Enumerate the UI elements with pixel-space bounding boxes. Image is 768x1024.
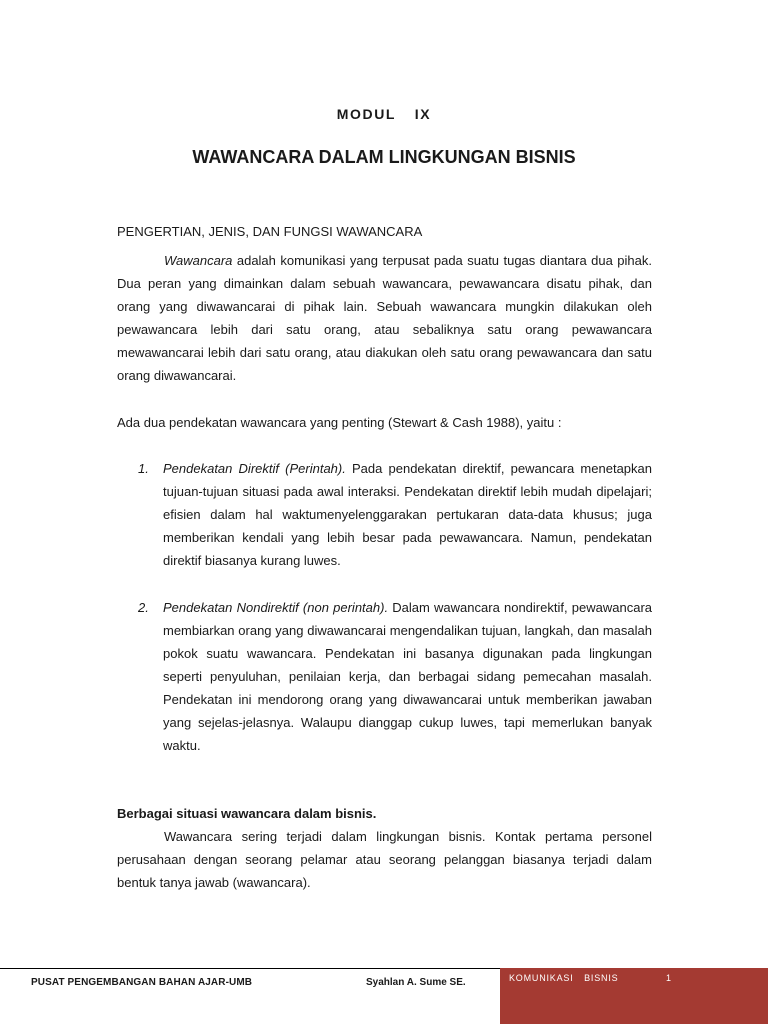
module-label: MODUL IX [336,106,432,122]
list-item-number: 2. [138,600,149,615]
paragraph-definition [117,249,652,387]
footer-bar [500,968,768,1024]
list-item [117,457,652,572]
list-item-number: 1. [138,461,149,476]
paragraph-approaches-intro: Ada dua pendekatan wawancara yang penting (Stewart & Cash 1988), yaitu : [117,415,562,430]
approach-list-1 [117,457,652,572]
list-item-term: Pendekatan Direktif (Perintah). [163,461,346,476]
paragraph-definition-text: adalah komunikasi yang terpusat pada suatu tugas diantara dua pihak. Dua peran yang dimainkan dalam sebuah wawancara, pewawancara disatu pihak, dan orang yang diwawancarai di pihak lain. Sebuah wawancara mungkin dilakukan oleh pewawancara lebih dari satu orang, atau sebaliknya satu orang pewawancara mewawancarai lebih dari satu orang, atau diakukan oleh satu orang pewawancara dan satu orang diwawancarai. [117,253,652,383]
footer-divider [0,968,500,969]
list-item-term: Pendekatan Nondirektif (non perintah). [163,600,389,615]
list-item-text: Dalam wawancara nondirektif, pewawancara membiarkan orang yang diwawancarai mengendalikan tujuan, langkah, dan masalah pokok suatu wawancara. Pendekatan ini basanya digunakan pada lingkungan seperti penyuluhan, penilaian kerja, dan berbagai sidang pemecahan masalah. Pendekatan ini mendorong orang yang diwawancarai untuk memberikan jawaban yang sejelas-jelasnya. Walaupu dianggap cukup luwes, tapi memerlukan banyak waktu. [163,600,653,753]
list-item-text: Pada pendekatan direktif, pewancara menetapkan tujuan-tujuan situasi pada awal interaksi. Pendekatan direktif lebih mudah dipelajari; efisien dalam hal waktumenyelenggarakan pertukaran data-data khusus; juga memberikan kendali yang lebih besar pada pewawancara. Namun, pendekatan direktif biasanya kurang luwes. [163,461,652,568]
footer-institution: PUSAT PENGEMBANGAN BAHAN AJAR-UMB [31,977,253,988]
list-item [117,596,652,757]
paragraph-situations: Wawancara sering terjadi dalam lingkungan bisnis. Kontak pertama personel perusahaan dengan seorang pelamar atau seorang pelanggan biasanya terjadi dalam bentuk tanya jawab (wawancara). [117,829,652,890]
term-wawancara: Wawancara [164,253,233,268]
footer-subject: KOMUNIKASI BISNIS [509,973,619,983]
footer-author: Syahlan A. Sume SE. [366,977,466,988]
section-heading-definition: PENGERTIAN, JENIS, DAN FUNGSI WAWANCARA [117,224,423,239]
section-heading-situations: Berbagai situasi wawancara dalam bisnis. [117,806,377,821]
approach-list-2 [117,596,652,757]
page-title: WAWANCARA DALAM LINGKUNGAN BISNIS [192,147,576,167]
page-number: 1 [666,973,672,983]
